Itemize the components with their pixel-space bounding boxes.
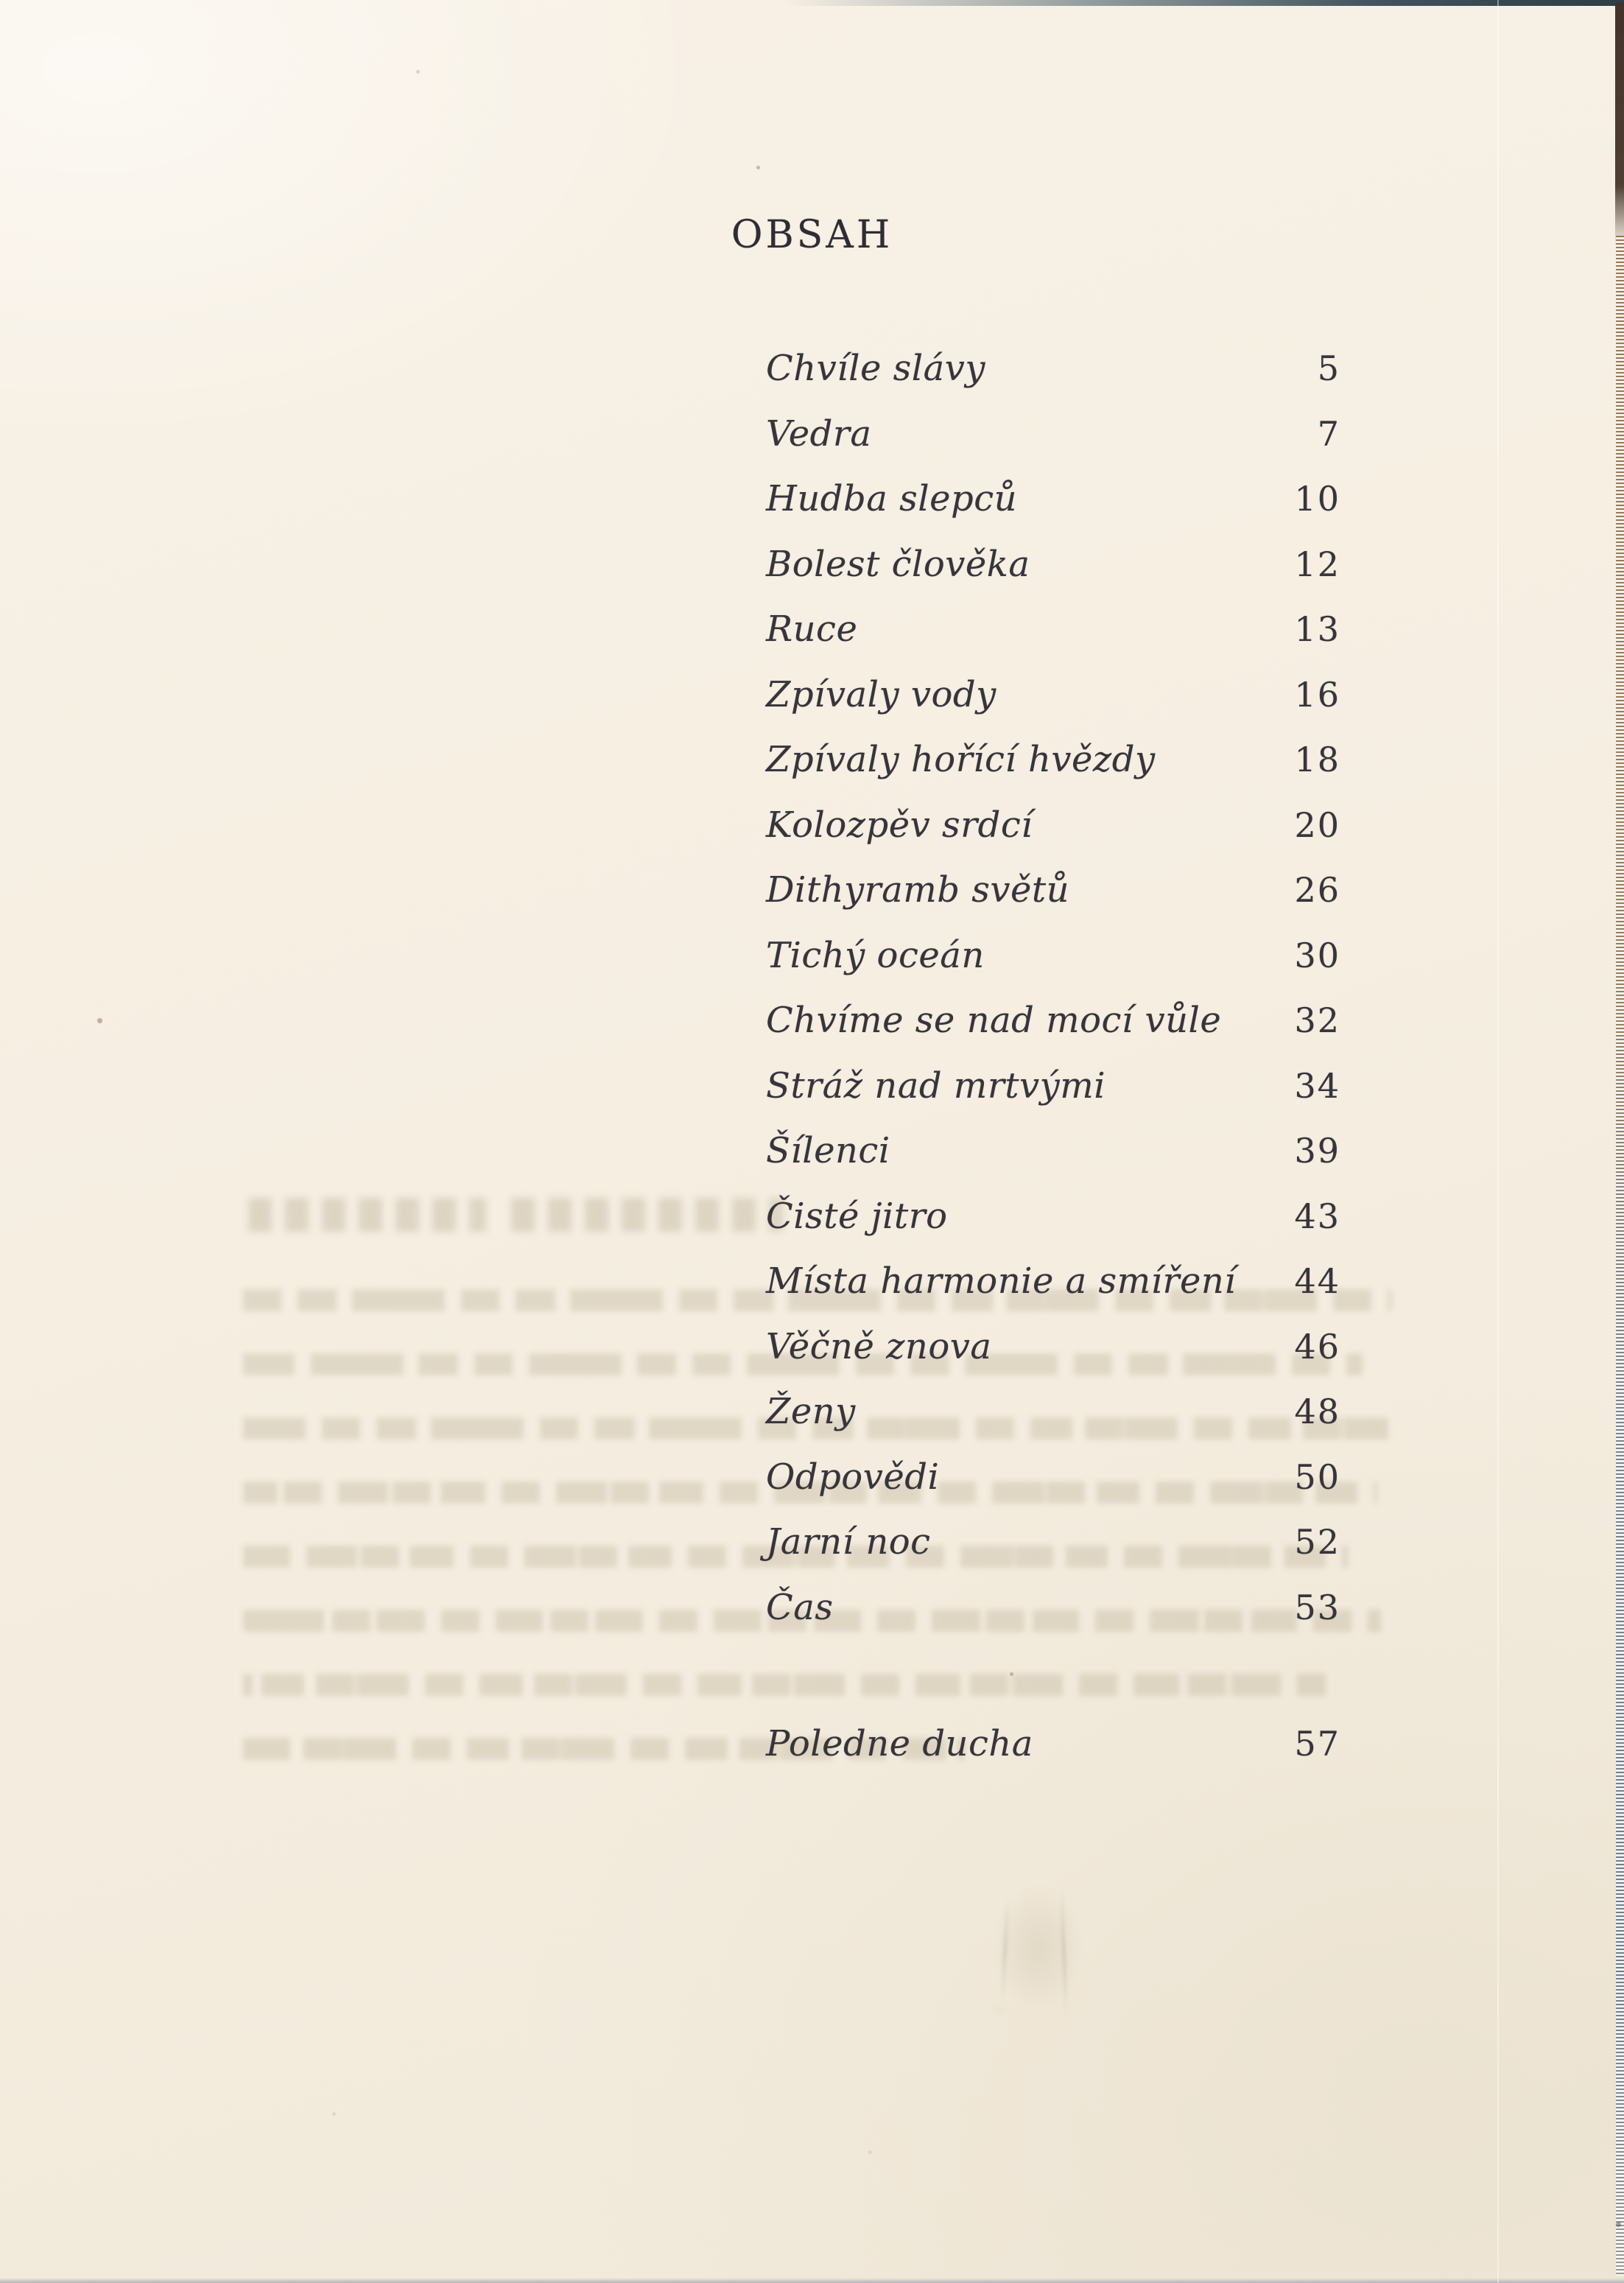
toc-row bbox=[766, 1379, 1340, 1445]
toc-row bbox=[766, 401, 1340, 467]
toc-entry-title: Chvíle slávy bbox=[766, 348, 985, 390]
toc-row bbox=[766, 923, 1340, 989]
toc-entry-page: 12 bbox=[1294, 544, 1340, 584]
toc-entry-page: 32 bbox=[1294, 1000, 1340, 1041]
toc-entry-page: 39 bbox=[1294, 1131, 1340, 1171]
toc-entry-page: 5 bbox=[1317, 348, 1340, 389]
toc-entry-title: Chvíme se nad mocí vůle bbox=[766, 1000, 1222, 1042]
toc-row bbox=[766, 597, 1340, 662]
toc-entry-page: 20 bbox=[1294, 804, 1340, 845]
pencil-smudge bbox=[1060, 1886, 1068, 2019]
paper-crease bbox=[1497, 0, 1499, 2283]
toc-entry-title: Čas bbox=[766, 1586, 834, 1628]
toc-entry-page: 53 bbox=[1294, 1587, 1340, 1627]
toc-row bbox=[766, 727, 1340, 793]
dust-specks bbox=[0, 0, 2, 2]
toc-entry-page: 16 bbox=[1294, 674, 1340, 715]
toc-entry-page: 46 bbox=[1294, 1326, 1340, 1367]
toc-entry-page: 34 bbox=[1294, 1065, 1340, 1106]
toc-entry-page: 26 bbox=[1294, 870, 1340, 911]
toc-row bbox=[766, 1314, 1340, 1380]
toc-entry-title: Dithyramb světů bbox=[766, 869, 1070, 911]
toc-row bbox=[766, 1053, 1340, 1119]
toc-entry-page: 7 bbox=[1317, 413, 1340, 454]
toc-entry-page: 10 bbox=[1294, 479, 1340, 519]
toc-entry-page: 30 bbox=[1294, 935, 1340, 975]
toc-row bbox=[766, 1118, 1340, 1184]
toc-row bbox=[766, 1575, 1340, 1641]
show-through-heading bbox=[248, 1198, 486, 1232]
toc-entry-title: Věčně znova bbox=[766, 1325, 992, 1367]
toc-row bbox=[766, 1711, 1340, 1777]
toc-row bbox=[766, 1249, 1340, 1314]
toc-entry-title: Vedra bbox=[766, 413, 872, 455]
toc-entry-page: 18 bbox=[1294, 740, 1340, 780]
toc-entry-title: Ruce bbox=[766, 609, 858, 650]
book-fore-edge-dark bbox=[1615, 3, 1624, 246]
toc-row bbox=[766, 1445, 1340, 1510]
toc-entry-title: Jarní noc bbox=[766, 1521, 931, 1563]
toc-entry-title: Kolozpěv srdcí bbox=[766, 804, 1033, 846]
toc-entry-page: 52 bbox=[1294, 1522, 1340, 1563]
show-through-heading bbox=[511, 1198, 783, 1232]
page-title: OBSAH bbox=[731, 213, 893, 257]
pencil-smudge bbox=[1000, 1898, 1009, 2002]
toc-row bbox=[766, 858, 1340, 923]
toc-entry-title: Tichý oceán bbox=[766, 934, 985, 976]
toc-entry-page: 44 bbox=[1294, 1261, 1340, 1302]
toc-row bbox=[766, 793, 1340, 858]
toc-entry-title: Šílenci bbox=[766, 1130, 890, 1172]
toc-entry-page: 57 bbox=[1294, 1724, 1340, 1764]
toc-entry-title: Odpovědi bbox=[766, 1456, 940, 1498]
toc-entry-page: 48 bbox=[1294, 1392, 1340, 1432]
toc-row bbox=[766, 988, 1340, 1053]
toc-entry-page: 50 bbox=[1294, 1456, 1340, 1497]
toc-row bbox=[766, 1184, 1340, 1249]
toc-entry-title: Čisté jitro bbox=[766, 1195, 948, 1237]
toc-entry-title: Ženy bbox=[766, 1391, 856, 1433]
table-of-contents bbox=[766, 336, 1340, 1777]
toc-row bbox=[766, 532, 1340, 597]
toc-row bbox=[766, 336, 1340, 401]
toc-entry-page: 43 bbox=[1294, 1196, 1340, 1236]
toc-entry-title: Zpívaly hořící hvězdy bbox=[766, 739, 1156, 781]
toc-entry-title: Bolest člověka bbox=[766, 543, 1030, 585]
toc-row bbox=[766, 466, 1340, 532]
toc-entry-title: Zpívaly vody bbox=[766, 673, 996, 715]
book-fore-edge-pages bbox=[1616, 236, 1624, 2276]
toc-row bbox=[766, 662, 1340, 728]
toc-entry-title: Poledne ducha bbox=[766, 1723, 1033, 1765]
toc-entry-title: Hudba slepců bbox=[766, 478, 1018, 520]
toc-entry-page: 13 bbox=[1294, 609, 1340, 650]
scan-edge-bottom bbox=[0, 2278, 1624, 2283]
toc-entry-title: Místa harmonie a smíření bbox=[766, 1260, 1237, 1302]
toc-entry-title: Stráž nad mrtvými bbox=[766, 1065, 1106, 1107]
toc-row bbox=[766, 1509, 1340, 1575]
